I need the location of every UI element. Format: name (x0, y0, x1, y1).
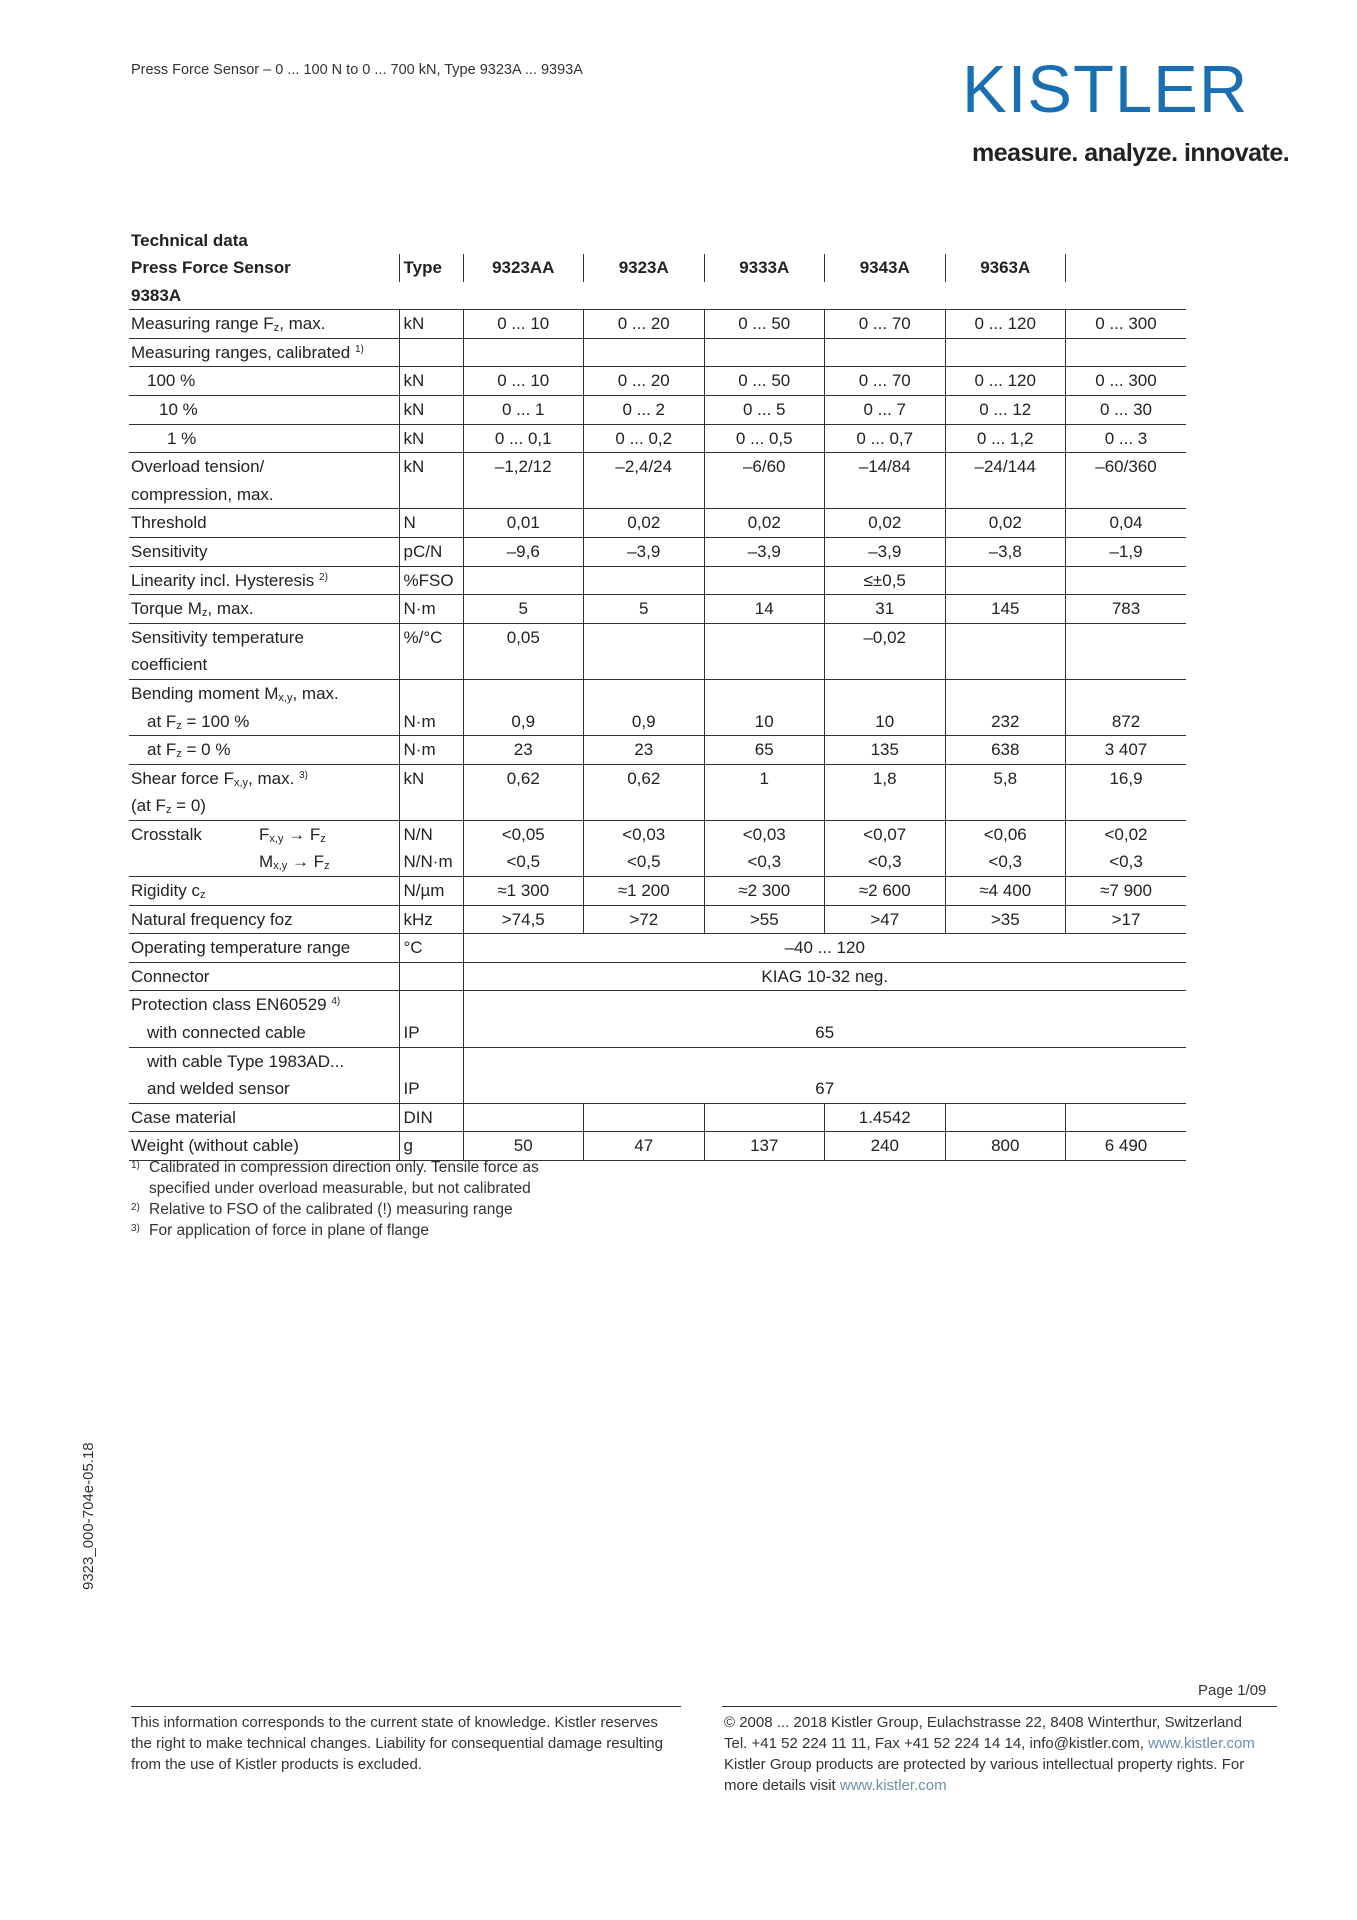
table-header-row (129, 254, 1186, 282)
cell: –3,9 (704, 537, 825, 566)
footer-contact: © 2008 ... 2018 Kistler Group, Eulachstrasse 22, 8408 Winterthur, Switzerland Tel. +41 52 224 11 11, Fax +41 52 224 14 14, info@kistler.com, www.kistler.com Kistler Group products are protected by various intellectual property rights. For more details visit www.kistler.com (724, 1714, 1255, 1794)
cell: 872 (1066, 708, 1187, 736)
cell: 5,8 (945, 764, 1066, 792)
footnote-2: 2) Relative to FSO of the calibrated (!) measuring range (131, 1201, 513, 1218)
cell: 23 (463, 736, 584, 765)
cell: 10 (825, 708, 946, 736)
cell: 0 ... 5 (704, 395, 825, 424)
cell: –40 ... 120 (463, 934, 1186, 963)
cell: <0,03 (584, 820, 705, 848)
cell: 135 (825, 736, 946, 765)
row-unit: g (399, 1132, 463, 1161)
cell: 0 ... 50 (704, 367, 825, 396)
footnotes (131, 1157, 539, 1241)
cell: 14 (704, 595, 825, 624)
cell: 65 (704, 736, 825, 765)
row-label: with cable Type 1983AD... (147, 1051, 345, 1071)
row-label: Protection class EN60529 $^{4)}$ (131, 995, 341, 1015)
cell: 0 ... 10 (463, 310, 584, 339)
cell: <0,3 (704, 848, 825, 876)
cell: 0 ... 70 (825, 310, 946, 339)
cell: 0 ... 7 (825, 395, 946, 424)
row-label: Rigidity $c_z$ (129, 877, 399, 906)
cell: 0 ... 1 (463, 395, 584, 424)
cell: <0,3 (825, 848, 946, 876)
type-col-6 (1066, 254, 1187, 282)
footnote-1: 1) Calibrated in compression direction only. Tensile force as specified under overload measurable, but not calibrated (131, 1159, 539, 1197)
cell: 0 ... 70 (825, 367, 946, 396)
row-label: compression, max. (129, 481, 399, 509)
cell: <0,02 (1066, 820, 1187, 848)
row-unit: kN (399, 310, 463, 339)
table-row (129, 1047, 1186, 1075)
row-label: $M_{x,y} \to F_z$ (129, 848, 399, 876)
row-unit: kN (399, 764, 463, 792)
cell: <0,5 (584, 848, 705, 876)
cell: 31 (825, 595, 946, 624)
cell: 145 (945, 595, 1066, 624)
cell: <0,3 (945, 848, 1066, 876)
table-row (129, 708, 1186, 736)
header-label-2: 9383A (129, 282, 399, 310)
cell: 0 ... 10 (463, 367, 584, 396)
row-unit: kN (399, 395, 463, 424)
cell: <0,3 (1066, 848, 1187, 876)
cell: 16,9 (1066, 764, 1187, 792)
row-unit: N·m (399, 595, 463, 624)
website-link[interactable]: www.kistler.com (1148, 1735, 1255, 1752)
row-unit: °C (399, 934, 463, 963)
cell: –2,4/24 (584, 453, 705, 481)
page-number: Page 1/09 (1198, 1682, 1267, 1699)
cell: 0 ... 20 (584, 367, 705, 396)
cell: 0 ... 20 (584, 310, 705, 339)
row-unit: %/°C (399, 623, 463, 651)
cell: 47 (584, 1132, 705, 1161)
table-row (129, 453, 1186, 481)
table-row (129, 991, 1186, 1019)
cell: –3,9 (584, 537, 705, 566)
cell: >74,5 (463, 905, 584, 934)
cell: <0,03 (704, 820, 825, 848)
table-row (129, 481, 1186, 509)
cell: 6 490 (1066, 1132, 1187, 1161)
footer-divider-right (722, 1706, 1277, 1707)
table-row (129, 367, 1186, 396)
row-label: Threshold (129, 509, 399, 538)
kistler-logo: KISTLER (962, 52, 1249, 127)
cell: 0 ... 300 (1066, 310, 1187, 339)
type-col-3: 9333A (704, 254, 825, 282)
cell: 0,04 (1066, 509, 1187, 538)
cell: 0 ... 0,2 (584, 424, 705, 453)
cell: –60/360 (1066, 453, 1187, 481)
row-unit: N/N·m (399, 848, 463, 876)
row-label: Operating temperature range (129, 934, 399, 963)
cell: ≈2 300 (704, 877, 825, 906)
row-label: Measuring ranges, calibrated $^{1)}$ (129, 338, 399, 367)
table-row (129, 1103, 1186, 1132)
row-label: Measuring range $F_z$, max. (129, 310, 399, 339)
row-label: Connector (129, 962, 399, 991)
cell: 0 ... 3 (1066, 424, 1187, 453)
row-label: Natural frequency foz (129, 905, 399, 934)
cell: 0,02 (584, 509, 705, 538)
cell: 3 407 (1066, 736, 1187, 765)
cell: 0 ... 50 (704, 310, 825, 339)
table-row (129, 934, 1186, 963)
table-row (129, 1019, 1186, 1047)
cell: <0,07 (825, 820, 946, 848)
row-unit: N·m (399, 708, 463, 736)
table-row (129, 679, 1186, 707)
table-row (129, 848, 1186, 876)
cell: 0 ... 0,5 (704, 424, 825, 453)
cell: <0,5 (463, 848, 584, 876)
cell: 800 (945, 1132, 1066, 1161)
cell: –1,9 (1066, 537, 1187, 566)
cell: 0,62 (463, 764, 584, 792)
cell: ≈7 900 (1066, 877, 1187, 906)
header-type: Type (399, 254, 463, 282)
cell: 0,02 (825, 509, 946, 538)
cell: 50 (463, 1132, 584, 1161)
cell: –3,8 (945, 537, 1066, 566)
table-row (129, 820, 1186, 848)
cell: –24/144 (945, 453, 1066, 481)
table-row (129, 623, 1186, 651)
cell: 1 (704, 764, 825, 792)
cell: 232 (945, 708, 1066, 736)
type-col-2: 9323A (584, 254, 705, 282)
cell: 23 (584, 736, 705, 765)
row-unit: N (399, 509, 463, 538)
table-row (129, 1075, 1186, 1103)
cell: ≈1 300 (463, 877, 584, 906)
row-label: (at $F_z = 0$) (129, 792, 399, 820)
section-title: Technical data (131, 231, 248, 250)
cell: 0 ... 12 (945, 395, 1066, 424)
row-unit (399, 962, 463, 991)
table-row (129, 736, 1186, 765)
cell: KIAG 10-32 neg. (463, 962, 1186, 991)
cell: –0,02 (825, 623, 946, 651)
row-label: at $F_z = 100$ % (129, 708, 399, 736)
cell: ≤±0,5 (825, 566, 946, 595)
cell: 0,02 (704, 509, 825, 538)
cell: –1,2/12 (463, 453, 584, 481)
cell: 65 (463, 1019, 1186, 1047)
row-label: coefficient (129, 651, 399, 679)
row-unit: kHz (399, 905, 463, 934)
table-row (129, 962, 1186, 991)
row-unit: N/N (399, 820, 463, 848)
table-row (129, 764, 1186, 792)
cell: 0,9 (463, 708, 584, 736)
cell: 0 ... 300 (1066, 367, 1187, 396)
cell: –6/60 (704, 453, 825, 481)
slogan: measure. analyze. innovate. (972, 139, 1290, 167)
row-label: Torque $M_z$, max. (129, 595, 399, 624)
footnote-3: 3) For application of force in plane of flange (131, 1222, 430, 1239)
row-label: Sensitivity temperature (131, 627, 304, 647)
cell: 0 ... 30 (1066, 395, 1187, 424)
cell: 0,62 (584, 764, 705, 792)
row-label: Bending moment $M_{x,y}$, max. (131, 683, 339, 704)
cell: 67 (463, 1075, 1186, 1103)
cell: ≈2 600 (825, 877, 946, 906)
cell: 0 ... 120 (945, 310, 1066, 339)
cell: >47 (825, 905, 946, 934)
cell: 783 (1066, 595, 1187, 624)
row-label: Case material (129, 1103, 399, 1132)
cell: >17 (1066, 905, 1187, 934)
table-row (129, 395, 1186, 424)
cell: >35 (945, 905, 1066, 934)
cell: 0 ... 2 (584, 395, 705, 424)
website-link-2[interactable]: www.kistler.com (839, 1777, 947, 1794)
row-unit: N/µm (399, 877, 463, 906)
table-row (129, 651, 1186, 679)
row-label: Linearity incl. Hysteresis $^{2)}$ (129, 566, 399, 595)
cell: 5 (463, 595, 584, 624)
row-unit: IP (399, 1075, 463, 1103)
cell: 0 ... 0,1 (463, 424, 584, 453)
cell: >72 (584, 905, 705, 934)
row-label: at $F_z = 0$ % (129, 736, 399, 765)
table-row (129, 424, 1186, 453)
cell: <0,06 (945, 820, 1066, 848)
row-label: and welded sensor (129, 1075, 399, 1103)
document-id: 9323_000-704e-05.18 (80, 1442, 97, 1590)
cell: ≈4 400 (945, 877, 1066, 906)
type-col-1: 9323AA (463, 254, 584, 282)
table-row (129, 338, 1186, 367)
cell: 0,02 (945, 509, 1066, 538)
row-label: Crosstalk $F_{x,y} \to F_z$ (131, 824, 326, 845)
row-label: Overload tension/ (131, 457, 265, 477)
cell: 137 (704, 1132, 825, 1161)
header-label: Press Force Sensor (131, 258, 291, 277)
table-row (129, 310, 1186, 339)
cell: 0,05 (463, 623, 584, 651)
row-unit: kN (399, 367, 463, 396)
row-unit: kN (399, 453, 463, 481)
row-unit: kN (399, 424, 463, 453)
cell: –3,9 (825, 537, 946, 566)
cell: 0 ... 0,7 (825, 424, 946, 453)
cell: 1,8 (825, 764, 946, 792)
table-row (129, 595, 1186, 624)
type-col-5: 9363A (945, 254, 1066, 282)
table-row (129, 509, 1186, 538)
row-label: Weight (without cable) (129, 1132, 399, 1161)
table-row (129, 905, 1186, 934)
cell: 1.4542 (825, 1103, 946, 1132)
table-row (129, 877, 1186, 906)
table-row (129, 566, 1186, 595)
row-label: Sensitivity (129, 537, 399, 566)
cell: <0,05 (463, 820, 584, 848)
row-label: Shear force $F_{x,y}$, max. $^{3)}$ (131, 768, 308, 789)
cell: ≈1 200 (584, 877, 705, 906)
row-unit: IP (399, 1019, 463, 1047)
cell: –14/84 (825, 453, 946, 481)
footer-divider-left (131, 1706, 681, 1707)
footer-disclaimer: This information corresponds to the current state of knowledge. Kistler reserves the right to make technical changes. Liability for consequential damage resulting from the use of Kistler products is excluded. (131, 1714, 663, 1773)
cell: 0 ... 1,2 (945, 424, 1066, 453)
row-unit: pC/N (399, 537, 463, 566)
row-label: 1 % (129, 424, 399, 453)
row-label: 100 % (129, 367, 399, 396)
cell: 10 (704, 708, 825, 736)
cell: >55 (704, 905, 825, 934)
technical-data-table (129, 254, 1186, 1161)
cell: 0,9 (584, 708, 705, 736)
table-row (129, 792, 1186, 820)
cell: –9,6 (463, 537, 584, 566)
type-col-4: 9343A (825, 254, 946, 282)
cell: 0,01 (463, 509, 584, 538)
row-label: 10 % (129, 395, 399, 424)
cell: 0 ... 120 (945, 367, 1066, 396)
cell: 638 (945, 736, 1066, 765)
row-unit: DIN (399, 1103, 463, 1132)
cell: 240 (825, 1132, 946, 1161)
row-unit: N·m (399, 736, 463, 765)
document-title: Press Force Sensor – 0 ... 100 N to 0 ... 700 kN, Type 9323A ... 9393A (131, 62, 583, 78)
table-header-row-2 (129, 282, 1186, 310)
row-label: with connected cable (129, 1019, 399, 1047)
row-unit: %FSO (399, 566, 463, 595)
cell: 5 (584, 595, 705, 624)
table-row (129, 537, 1186, 566)
